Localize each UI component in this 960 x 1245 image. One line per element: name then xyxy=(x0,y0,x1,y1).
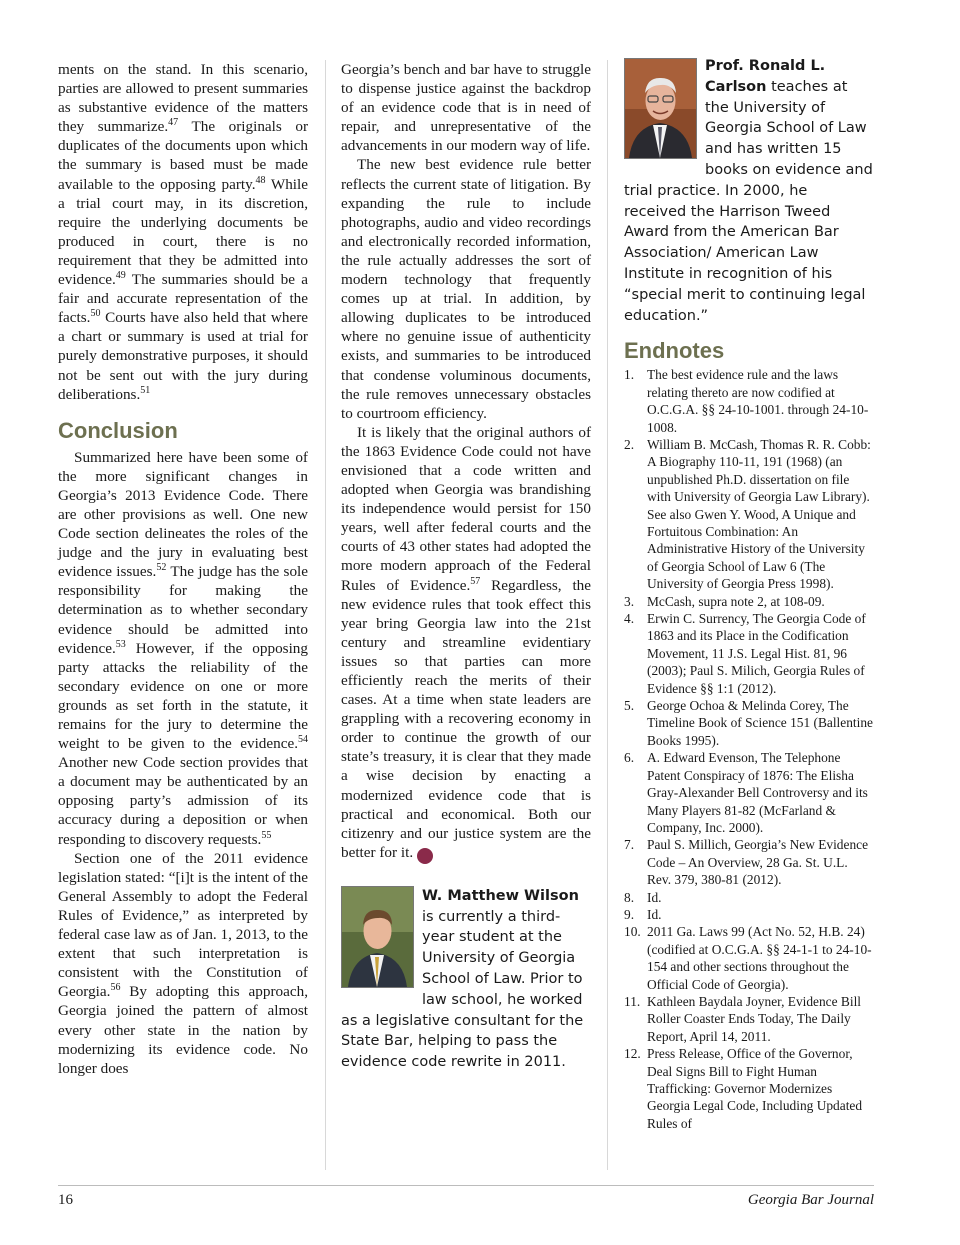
endnote-text: Paul S. Millich, Georgia’s New Evidence Code – An Overview, 28 Ga. St. U.L. Rev. 379, 380-81 (2012). xyxy=(647,837,869,888)
endnote-text: George Ochoa & Melinda Corey, The Timeline Book of Science 151 (Ballentine Books 1995). xyxy=(647,698,873,748)
endnote-item xyxy=(624,923,874,993)
endnote-number: 7. xyxy=(624,837,635,853)
endnote-item xyxy=(624,1045,874,1132)
section-heading-conclusion: Conclusion xyxy=(58,417,178,443)
endnote-number: 12. xyxy=(624,1046,641,1062)
endnote-number: 1. xyxy=(624,367,635,383)
endnote-text: Id. xyxy=(647,906,662,922)
page-number: 16 xyxy=(58,1192,73,1208)
endnote-text: The best evidence rule and the laws relating thereto are now codified at O.C.G.A. §§ 24-10-1001. through 24-10-1008. xyxy=(647,367,869,435)
endnote-item xyxy=(624,366,874,436)
author-photo xyxy=(624,58,697,159)
author-bio-carlson xyxy=(624,56,874,326)
endnote-number: 5. xyxy=(624,698,635,714)
endnote-text: Kathleen Baydala Joyner, Evidence Bill Roller Coaster Ends Today, The Daily Report, April 14, 2011. xyxy=(647,993,862,1044)
endnote-number: 6. xyxy=(624,750,635,766)
paragraph: The new best evidence rule better reflects the current state of litigation. By expanding the rule to include photographs, audio and video recordings and electronically recorded information, the rule actually addresses the sort of modern technology that frequently comes up at trial. In addition, by allowing duplicates to be introduced where no genuine issue of authenticity exists, and summaries to be introduced that condense voluminous documents, the rule removes unnecessary obstacles to courtroom efficiency. xyxy=(341,156,591,422)
article-column-2 xyxy=(341,60,591,1073)
endnote-text: McCash, supra note 2, at 108-09. xyxy=(647,593,825,609)
endnote-text: William B. McCash, Thomas R. R. Cobb: A Biography 110-11, 191 (1968) (an unpublished Ph.D. dissertation on file with University of Georgia Law Library). See also Gwen Y. Wood, A Unique and Fortuitous Combination: An Administrative History of the University of Georgia School of Law 6 (The University of Georgia Press 1998). xyxy=(647,436,871,592)
endnotes-list xyxy=(624,366,874,1132)
paragraph: Section one of the 2011 evidence legislation stated: “[i]t is the intent of the General Assembly to adopt the Federal Rules of Evidence,” as interpreted by federal case law as of Jan. 1, 2013, to the extent that such interpretation is consistent with the Constitution of Georgia.$^{56}$ By adopting this approach, Georgia joined the pattern of almost every other state in the nation by modernizing its evidence code. No longer does xyxy=(58,849,308,1077)
article-column-1 xyxy=(58,60,308,1078)
column-divider xyxy=(607,60,608,1170)
paragraph: Summarized here have been some of the more significant changes in Georgia’s 2013 Evidence Code. There are other provisions as well. One new Code section delineates the roles of the judge and the jury in evaluating best evidence issues.$^{52}$ The judge has the sole responsibility for making the determination as to whether secondary evidence should be admitted into evidence.$^{53}$ However, if the opposing party attacks the reliability of the secondary evidence on one or more grounds as set forth in the statute, it remains for the jury to determine the weight to be given to the evidence.$^{54}$ Another new Code section provides that a document may be authenticated by an opposing party’s admission of its accuracy during a deposition or when responding to discovery requests.$^{55}$ xyxy=(58,448,309,848)
endnote-item xyxy=(624,749,874,836)
endnote-text: A. Edward Evenson, The Telephone Patent Conspiracy of 1876: The Elisha Gray-Alexander Bell Controversy and its Many Players 81-82 (McFarland & Company, Inc. 2000). xyxy=(647,750,868,835)
endnote-item xyxy=(624,836,874,888)
endnote-text: Id. xyxy=(647,889,662,905)
author-bio-text: teaches at the University of Georgia School of Law and has written 15 books on evidence and trial practice. In 2000, he received the Harrison Tweed Award from the American Bar Association/ American Law Institute in recognition of his “special merit to continuing legal education.” xyxy=(624,78,873,324)
endnote-text: Press Release, Office of the Governor, Deal Signs Bill to Fight Human Trafficking: Governor Modernizes Georgia Legal Code, Including Updated Rules of xyxy=(647,1046,863,1131)
endnotes-heading: Endnotes xyxy=(624,338,725,364)
endnote-number: 10. xyxy=(624,924,641,940)
sidebar-column xyxy=(624,60,874,1132)
author-name: W. Matthew Wilson xyxy=(422,887,579,904)
paragraph: Georgia’s bench and bar have to struggle to dispense justice against the backdrop of an evidence code that is in need of repair, and unrepresentative of the advancements in our modern way of life. xyxy=(341,61,591,155)
endnote-number: 2. xyxy=(624,436,635,452)
endnote-number: 11. xyxy=(624,993,641,1009)
endnote-item xyxy=(624,610,874,697)
endnote-item xyxy=(624,993,874,1045)
author-name: Prof. Ronald L. Carlson xyxy=(705,58,826,95)
endnote-item xyxy=(624,593,874,610)
author-photo xyxy=(341,886,414,988)
endnote-item xyxy=(624,889,874,906)
author-bio-text: is currently a third-year student at the University of Georgia School of Law. Prior to law school, he worked as a legislative consultant for the State Bar, helping to pass the evidence code rewrite in 2011. xyxy=(341,908,584,1071)
endnote-number: 8. xyxy=(624,889,635,905)
endnote-text: Erwin C. Surrency, The Georgia Code of 1863 and its Place in the Codification Movement, 11 J.S. Legal Hist. 81, 96 (2003); Paul S. Milich, Georgia Rules of Evidence §§ 1:1 (2012). xyxy=(647,611,866,696)
endnote-number: 9. xyxy=(624,906,635,922)
paragraph: ments on the stand. In this scenario, parties are allowed to present summaries as substantive evidence of the matters they summarize.$^{47}$ The originals or duplicates of the documents upon which the summary is based must be made available to the opposing party.$^{48}$ While a trial court may, in its discretion, require the underlying documents be produced in court, there is no requirement that they be admitted into evidence.$^{49}$ The summaries should be a fair and accurate representation of the facts.$^{50}$ Courts have also held that where a chart or summary is used at trial for purely demonstrative purposes, it should not be sent out with the jury during deliberations.$^{51}$ xyxy=(58,61,309,403)
endnote-item xyxy=(624,697,874,749)
endnote-number: 3. xyxy=(624,593,635,609)
endnote-item xyxy=(624,906,874,923)
gbj-end-mark-icon: GBJ xyxy=(417,848,433,864)
journal-name: Georgia Bar Journal xyxy=(747,1192,874,1208)
endnote-number: 4. xyxy=(624,611,635,627)
endnote-text: 2011 Ga. Laws 99 (Act No. 52, H.B. 24) (codified at O.C.G.A. §§ 24-1-1 to 24-10-154 and other sections throughout the Official Code of Georgia). xyxy=(647,924,872,992)
column-divider xyxy=(325,60,326,1170)
endnote-item xyxy=(624,436,874,593)
paragraph: It is likely that the original authors of the 1863 Evidence Code could not have envisioned that a code written and adopted when Georgia was brandishing its independence would persist for 150 years, well after federal courts and the courts of 43 other states had adopted the more modern approach of the Federal Rules of Evidence.$^{57}$ Regardless, the new evidence rules that took effect this year bring Georgia law into the 21st century and streamline evidentiary issues so that parties can more efficiently reach the merits of their cases. At a time when state leaders are grappling with a recovering economy in order to continue the growth of our state’s treasury, it is clear that they made a wise decision by enacting a modernized evidence code that is practical and economical. Both our citizenry and our justice system are the better for it. GBJ xyxy=(341,423,591,864)
footer-rule xyxy=(58,1185,874,1186)
author-bio-wilson xyxy=(341,886,591,1073)
